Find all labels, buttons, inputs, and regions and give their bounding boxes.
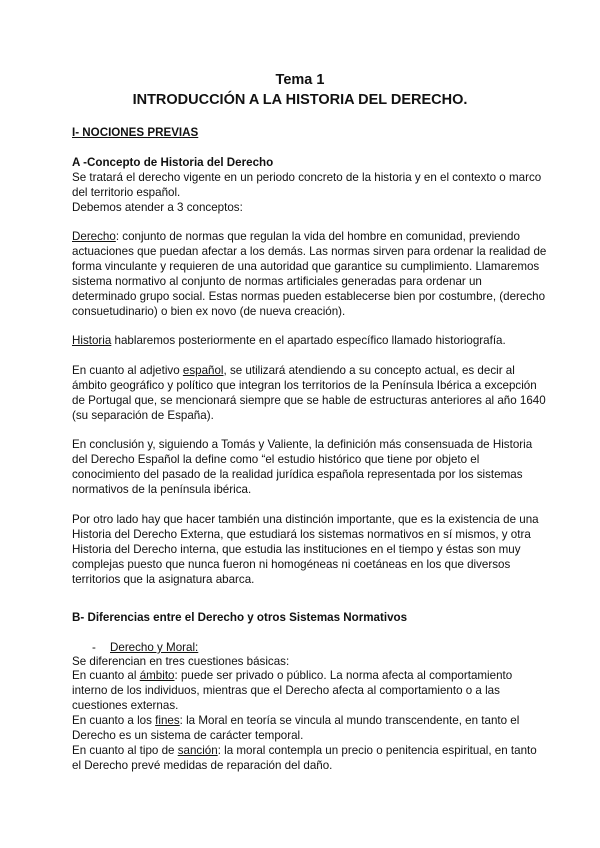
sancion-paragraph-line bbox=[72, 744, 537, 757]
paragraph-line: (su separación de España). bbox=[72, 409, 214, 422]
subsection-heading-b: B- Diferencias entre el Derecho y otros Sistemas Normativos bbox=[72, 611, 408, 624]
document-title: Tema 1 bbox=[275, 72, 325, 88]
paragraph-text: En cuanto al adjetivo bbox=[72, 364, 183, 377]
paragraph-line: Se diferencian en tres cuestiones básicas: bbox=[72, 655, 290, 668]
term-fines: fines bbox=[155, 714, 180, 727]
paragraph-line: actuaciones que puedan afectar a los demás. Las normas sirven para ordenar la realidad de bbox=[72, 245, 547, 258]
term-historia: Historia bbox=[72, 334, 112, 347]
term-derecho: Derecho bbox=[72, 230, 116, 243]
paragraph-line: complejas puesto que nunca fueron ni homogéneas ni coetáneas en los que diversos bbox=[72, 558, 511, 571]
paragraph-line: ámbito geográfico y político que integran los territorios de la Península Ibérica a excepción bbox=[72, 379, 537, 392]
list-heading-derecho-moral: Derecho y Moral: bbox=[110, 641, 199, 654]
paragraph-line: conocimiento del pasado de la realidad jurídica española representada por los sistemas bbox=[72, 468, 523, 481]
paragraph-line: cuestiones externas. bbox=[72, 699, 179, 712]
paragraph-line: Derecho es un sistema de carácter temporal. bbox=[72, 729, 304, 742]
paragraph-line: del Derecho Español la define como “el estudio histórico que tiene por objeto el bbox=[72, 453, 480, 466]
paragraph-line: consuetudinario) o bien ex novo (de nueva creación). bbox=[72, 305, 346, 318]
paragraph-text: En cuanto a los bbox=[72, 714, 156, 727]
paragraph-line: del territorio español. bbox=[72, 186, 181, 199]
section-heading-nociones: I- NOCIONES PREVIAS bbox=[72, 126, 199, 139]
espanol-paragraph-line bbox=[72, 364, 515, 377]
bullet-dash: - bbox=[92, 641, 96, 654]
paragraph-line: interno de los individuos, mientras que el Derecho afecta al comportamiento o a las bbox=[72, 684, 500, 697]
paragraph-line: forma vinculante y requieren de una autoridad que garantice su cumplimiento. Llamaremos bbox=[72, 260, 540, 273]
paragraph-line: Se tratará el derecho vigente en un periodo concreto de la historia y en el contexto o marco bbox=[72, 171, 542, 184]
paragraph-text: En cuanto al bbox=[72, 669, 140, 682]
ambito-paragraph-line bbox=[72, 669, 512, 682]
paragraph-line: sistema normativo al conjunto de normas artificiales generadas para ordenar un bbox=[72, 275, 482, 288]
term-espanol: español bbox=[182, 364, 224, 377]
term-sancion: sanción bbox=[177, 744, 218, 757]
paragraph-text: : la Moral en teoría se vincula al mundo transcendente, en tanto el bbox=[179, 714, 520, 727]
paragraph-text: : conjunto de normas que regulan la vida del hombre en comunidad, previendo bbox=[115, 230, 520, 243]
paragraph-line: de Portugal que, se mencionará siempre que se hable de estructuras anteriores al año 1640 bbox=[72, 394, 546, 407]
paragraph-line: el Derecho prevé medidas de reparación del daño. bbox=[72, 759, 333, 772]
paragraph-line: Por otro lado hay que hacer también una distinción importante, que es la existencia de una bbox=[72, 513, 539, 526]
paragraph-text: En cuanto al tipo de bbox=[72, 744, 178, 757]
paragraph-line: Historia del Derecho Externa, que estudiará los sistemas normativos en sí mismos, y otra bbox=[72, 528, 531, 541]
paragraph-line: Historia del Derecho interna, que estudia las instituciones en el tiempo y éstas son muy bbox=[72, 543, 521, 556]
paragraph-line: Debemos atender a 3 conceptos: bbox=[72, 201, 243, 214]
derecho-paragraph-line bbox=[72, 230, 520, 243]
historia-paragraph-line bbox=[72, 334, 506, 347]
paragraph-text: : puede ser privado o público. La norma afecta al comportamiento bbox=[174, 669, 513, 682]
paragraph-line: determinado grupo social. Estas normas pueden establecerse bien por costumbre, (derecho bbox=[72, 290, 546, 303]
fines-paragraph-line bbox=[72, 714, 519, 727]
term-ambito: ámbito bbox=[139, 669, 175, 682]
paragraph-text: , se utilizará atendiendo a su concepto actual, es decir al bbox=[223, 364, 515, 377]
paragraph-line: territorios que la asignatura abarca. bbox=[72, 573, 255, 586]
paragraph-text: hablaremos posteriormente en el apartado específico llamado historiografía. bbox=[111, 334, 506, 347]
paragraph-text: : la moral contempla un precio o penitencia espiritual, en tanto bbox=[217, 744, 537, 757]
paragraph-line: normativos de la península ibérica. bbox=[72, 483, 252, 496]
subsection-heading-a: A -Concepto de Historia del Derecho bbox=[72, 156, 274, 169]
document-subtitle: INTRODUCCIÓN A LA HISTORIA DEL DERECHO. bbox=[132, 92, 468, 108]
paragraph-line: En conclusión y, siguiendo a Tomás y Valiente, la definición más consensuada de Historia bbox=[72, 438, 533, 451]
